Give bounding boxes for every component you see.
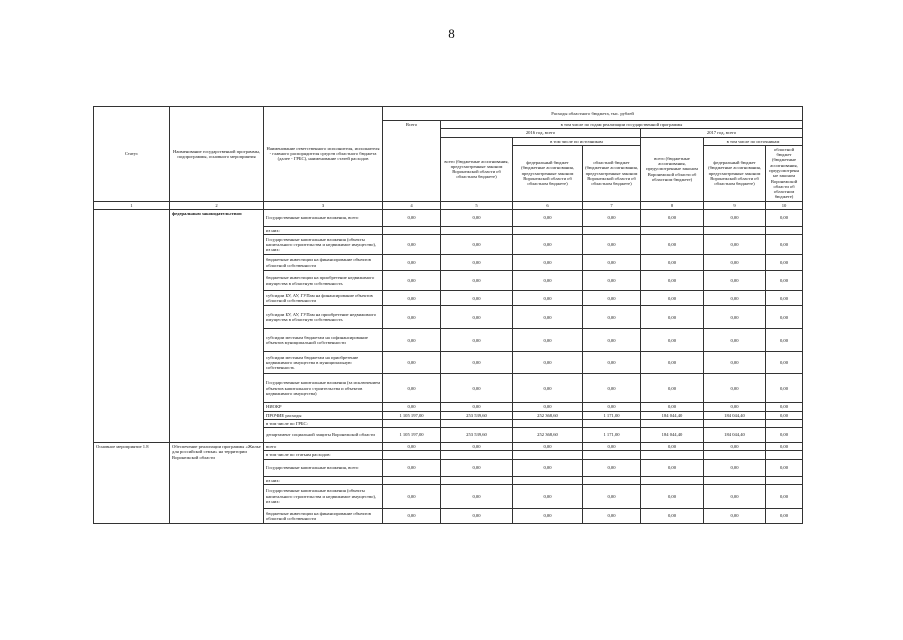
value-cell: 0,00 <box>641 403 704 411</box>
program-name-cell: федеральным законодательством <box>170 209 264 442</box>
value-cell <box>513 451 583 459</box>
value-cell: 0,00 <box>513 255 583 271</box>
value-cell: 0,00 <box>583 443 641 451</box>
col-number: 9 <box>704 201 766 209</box>
value-cell: 0,00 <box>583 235 641 255</box>
value-cell <box>583 226 641 234</box>
value-cell: 184 044,40 <box>641 411 704 419</box>
header-total: Всего <box>383 121 441 202</box>
header-by-years: в том числе по годам реализации государственной программы <box>441 121 803 129</box>
value-cell <box>583 476 641 484</box>
header-col9: федеральный бюджет (бюджетные ассигнования, предусмотренные законом Воронежской области об областном бюджете) <box>704 145 766 201</box>
value-cell: 0,00 <box>383 209 441 226</box>
col-number: 5 <box>441 201 513 209</box>
value-cell: 252 368,60 <box>513 428 583 443</box>
row-label: бюджетные инвестиции на приобретение недвижимого имущества в областную собственность <box>264 271 383 291</box>
value-cell <box>766 226 803 234</box>
value-cell: 1 171,00 <box>583 428 641 443</box>
value-cell: 0,00 <box>704 403 766 411</box>
value-cell: 0,00 <box>583 352 641 374</box>
value-cell: 0,00 <box>704 443 766 451</box>
value-cell: 0,00 <box>704 291 766 306</box>
value-cell: 0,00 <box>383 271 441 291</box>
col-number: 2 <box>170 201 264 209</box>
value-cell: 0,00 <box>383 443 441 451</box>
header-year-2016: 2016 год, всего <box>441 129 641 137</box>
value-cell <box>704 476 766 484</box>
value-cell: 0,00 <box>383 255 441 271</box>
value-cell <box>383 476 441 484</box>
value-cell: 0,00 <box>766 235 803 255</box>
row-label: Государственные капитальные вложения (объекты капитального строительства и недвижимое имущество), из них: <box>264 235 383 255</box>
header-col10: областной бюджет (бюджетные ассигнования, предусмотренные законом Воронежской области об областном бюджете) <box>766 145 803 201</box>
value-cell: 0,00 <box>383 403 441 411</box>
value-cell: 0,00 <box>766 306 803 329</box>
value-cell: 0,00 <box>441 484 513 508</box>
value-cell: 252 368,60 <box>513 411 583 419</box>
row-label: бюджетные инвестиции на финансирование объектов областной собственности <box>264 255 383 271</box>
value-cell: 0,00 <box>383 329 441 352</box>
value-cell <box>641 226 704 234</box>
value-cell: 1 105 197,00 <box>383 411 441 419</box>
header-expenses-title: Расходы областного бюджета, тыс. рублей <box>383 107 803 121</box>
value-cell: 0,00 <box>583 374 641 403</box>
value-cell: 0,00 <box>441 271 513 291</box>
row-label: всего <box>264 443 383 451</box>
value-cell: 0,00 <box>513 329 583 352</box>
value-cell: 0,00 <box>513 459 583 476</box>
value-cell: 253 539,60 <box>441 411 513 419</box>
value-cell: 0,00 <box>383 291 441 306</box>
value-cell: 0,00 <box>641 508 704 523</box>
value-cell: 0,00 <box>766 271 803 291</box>
value-cell <box>641 451 704 459</box>
value-cell: 0,00 <box>766 428 803 443</box>
value-cell: 0,00 <box>441 235 513 255</box>
value-cell: 0,00 <box>441 352 513 374</box>
col-number: 4 <box>383 201 441 209</box>
value-cell <box>383 226 441 234</box>
value-cell: 0,00 <box>383 235 441 255</box>
table-row <box>94 443 803 451</box>
value-cell: 0,00 <box>441 306 513 329</box>
value-cell: 0,00 <box>766 508 803 523</box>
value-cell: 0,00 <box>383 508 441 523</box>
value-cell: 0,00 <box>441 255 513 271</box>
value-cell <box>766 476 803 484</box>
value-cell: 0,00 <box>641 271 704 291</box>
header-col7: областной бюджет (бюджетные ассигнования, предусмотренные законом Воронежской области об областном бюджете) <box>583 145 641 201</box>
table-row <box>94 209 803 226</box>
row-label: Государственные капитальные вложения, всего <box>264 459 383 476</box>
value-cell: 0,00 <box>766 484 803 508</box>
value-cell: 0,00 <box>766 255 803 271</box>
header-program-name: Наименование государственной программы, подпрограммы, основного мероприятия <box>170 107 264 202</box>
col-number: 6 <box>513 201 583 209</box>
header-year-2017: 2017 год, всего <box>641 129 803 137</box>
value-cell: 0,00 <box>704 209 766 226</box>
row-label: НИОКР <box>264 403 383 411</box>
value-cell: 0,00 <box>513 443 583 451</box>
value-cell: 0,00 <box>641 329 704 352</box>
col-number: 1 <box>94 201 170 209</box>
value-cell: 0,00 <box>641 291 704 306</box>
value-cell: 0,00 <box>583 459 641 476</box>
value-cell: 0,00 <box>704 271 766 291</box>
page-number: 8 <box>448 26 455 41</box>
budget-table <box>93 106 803 524</box>
value-cell: 0,00 <box>441 443 513 451</box>
value-cell: 0,00 <box>583 209 641 226</box>
value-cell: 0,00 <box>583 255 641 271</box>
value-cell: 0,00 <box>513 484 583 508</box>
value-cell: 0,00 <box>766 459 803 476</box>
value-cell <box>583 419 641 427</box>
value-cell: 0,00 <box>704 306 766 329</box>
value-cell <box>441 419 513 427</box>
value-cell: 0,00 <box>641 255 704 271</box>
header-col8: всего (бюджетные ассигнования, предусмотренные законом Воронежской области об областном бюджете) <box>641 137 704 201</box>
value-cell: 0,00 <box>583 508 641 523</box>
value-cell: 0,00 <box>641 459 704 476</box>
header-by-sources-2017: в том числе по источникам <box>704 137 803 145</box>
value-cell: 0,00 <box>513 209 583 226</box>
value-cell: 0,00 <box>583 306 641 329</box>
row-label: бюджетные инвестиции на финансирование объектов областной собственности <box>264 508 383 523</box>
value-cell: 0,00 <box>441 291 513 306</box>
value-cell <box>441 476 513 484</box>
value-cell: 0,00 <box>441 508 513 523</box>
header-col5: всего (бюджетные ассигнования, предусмотренные законом Воронежской области об областном бюджете) <box>441 137 513 201</box>
value-cell: 0,00 <box>441 209 513 226</box>
value-cell: 0,00 <box>513 271 583 291</box>
value-cell: 0,00 <box>513 374 583 403</box>
value-cell: 0,00 <box>641 443 704 451</box>
value-cell: 0,00 <box>766 329 803 352</box>
row-label: в том числе по статьям расходов: <box>264 451 383 459</box>
value-cell: 0,00 <box>704 459 766 476</box>
value-cell: 0,00 <box>766 291 803 306</box>
value-cell: 0,00 <box>513 352 583 374</box>
value-cell <box>441 451 513 459</box>
value-cell: 0,00 <box>383 484 441 508</box>
value-cell: 1 171,00 <box>583 411 641 419</box>
value-cell: 0,00 <box>513 235 583 255</box>
status-cell <box>94 209 170 442</box>
value-cell: 0,00 <box>766 411 803 419</box>
value-cell: 0,00 <box>641 484 704 508</box>
row-label: департамент социальной защиты Воронежской области <box>264 428 383 443</box>
row-label: из них: <box>264 226 383 234</box>
value-cell: 0,00 <box>641 374 704 403</box>
value-cell: 184 044,40 <box>641 428 704 443</box>
value-cell: 184 044,40 <box>704 411 766 419</box>
value-cell <box>383 451 441 459</box>
value-cell: 0,00 <box>704 255 766 271</box>
value-cell: 0,00 <box>641 209 704 226</box>
header-by-sources-2016: в том числе по источникам <box>513 137 641 145</box>
value-cell: 0,00 <box>766 443 803 451</box>
value-cell <box>513 476 583 484</box>
value-cell: 0,00 <box>383 306 441 329</box>
value-cell: 0,00 <box>641 352 704 374</box>
value-cell: 253 539,60 <box>441 428 513 443</box>
value-cell <box>513 226 583 234</box>
value-cell: 0,00 <box>513 508 583 523</box>
value-cell: 0,00 <box>641 235 704 255</box>
value-cell: 184 044,40 <box>704 428 766 443</box>
value-cell: 0,00 <box>441 329 513 352</box>
value-cell: 0,00 <box>766 374 803 403</box>
col-number: 10 <box>766 201 803 209</box>
value-cell: 0,00 <box>383 374 441 403</box>
value-cell <box>383 419 441 427</box>
value-cell <box>441 226 513 234</box>
value-cell: 0,00 <box>766 352 803 374</box>
row-label: ПРОЧИЕ расходы <box>264 411 383 419</box>
value-cell: 0,00 <box>704 484 766 508</box>
value-cell: 1 105 197,00 <box>383 428 441 443</box>
value-cell: 0,00 <box>513 306 583 329</box>
value-cell: 0,00 <box>441 459 513 476</box>
value-cell: 0,00 <box>766 403 803 411</box>
row-label: Государственные капитальные вложения (за исключением объектов капитального строительства и объектов недвижимого имущества) <box>264 374 383 403</box>
value-cell: 0,00 <box>766 209 803 226</box>
value-cell <box>513 419 583 427</box>
value-cell <box>766 451 803 459</box>
header-indicator-name: Наименование ответственного исполнителя, исполнителя - главного распорядителя средств областного бюджета (далее - ГРБС), наименование статей расходов <box>264 107 383 202</box>
value-cell <box>641 419 704 427</box>
value-cell <box>704 419 766 427</box>
value-cell: 0,00 <box>583 484 641 508</box>
value-cell: 0,00 <box>583 329 641 352</box>
header-status: Статус <box>94 107 170 202</box>
value-cell <box>704 226 766 234</box>
column-numbers-row <box>94 201 803 209</box>
value-cell <box>766 419 803 427</box>
row-label: субсидии местным бюджетам на приобретение недвижимого имущества в муниципальную собственность <box>264 352 383 374</box>
value-cell: 0,00 <box>383 352 441 374</box>
value-cell <box>583 451 641 459</box>
row-label: субсидии местным бюджетам на софинансирование объектов муниципальной собственности <box>264 329 383 352</box>
col-number: 7 <box>583 201 641 209</box>
value-cell: 0,00 <box>441 403 513 411</box>
value-cell: 0,00 <box>704 508 766 523</box>
value-cell <box>704 451 766 459</box>
value-cell: 0,00 <box>513 291 583 306</box>
value-cell: 0,00 <box>704 352 766 374</box>
row-label: субсидии БУ, АУ, ГУПам на финансирование объектов областной собственности <box>264 291 383 306</box>
row-label: субсидии БУ, АУ, ГУПам на приобретение недвижимого имущества в областную собственность <box>264 306 383 329</box>
row-label: Государственные капитальные вложения, всего <box>264 209 383 226</box>
header-col6: федеральный бюджет (бюджетные ассигнования, предусмотренные законом Воронежской области об областном бюджете) <box>513 145 583 201</box>
value-cell: 0,00 <box>513 403 583 411</box>
program-name-cell: Обеспечение реализации программы «Жилье для российской семьи» на территории Воронежской области <box>170 443 264 524</box>
value-cell: 0,00 <box>641 306 704 329</box>
value-cell: 0,00 <box>583 403 641 411</box>
value-cell: 0,00 <box>441 374 513 403</box>
status-cell: Основное мероприятие 1.8 <box>94 443 170 524</box>
row-label: из них: <box>264 476 383 484</box>
value-cell: 0,00 <box>704 374 766 403</box>
value-cell: 0,00 <box>704 329 766 352</box>
row-label: в том числе по ГРБС: <box>264 419 383 427</box>
value-cell: 0,00 <box>583 271 641 291</box>
row-label: Государственные капитальные вложения (объекты капитального строительства и недвижимое имущество), из них: <box>264 484 383 508</box>
value-cell: 0,00 <box>704 235 766 255</box>
col-number: 8 <box>641 201 704 209</box>
col-number: 3 <box>264 201 383 209</box>
value-cell <box>641 476 704 484</box>
value-cell: 0,00 <box>583 291 641 306</box>
value-cell: 0,00 <box>383 459 441 476</box>
